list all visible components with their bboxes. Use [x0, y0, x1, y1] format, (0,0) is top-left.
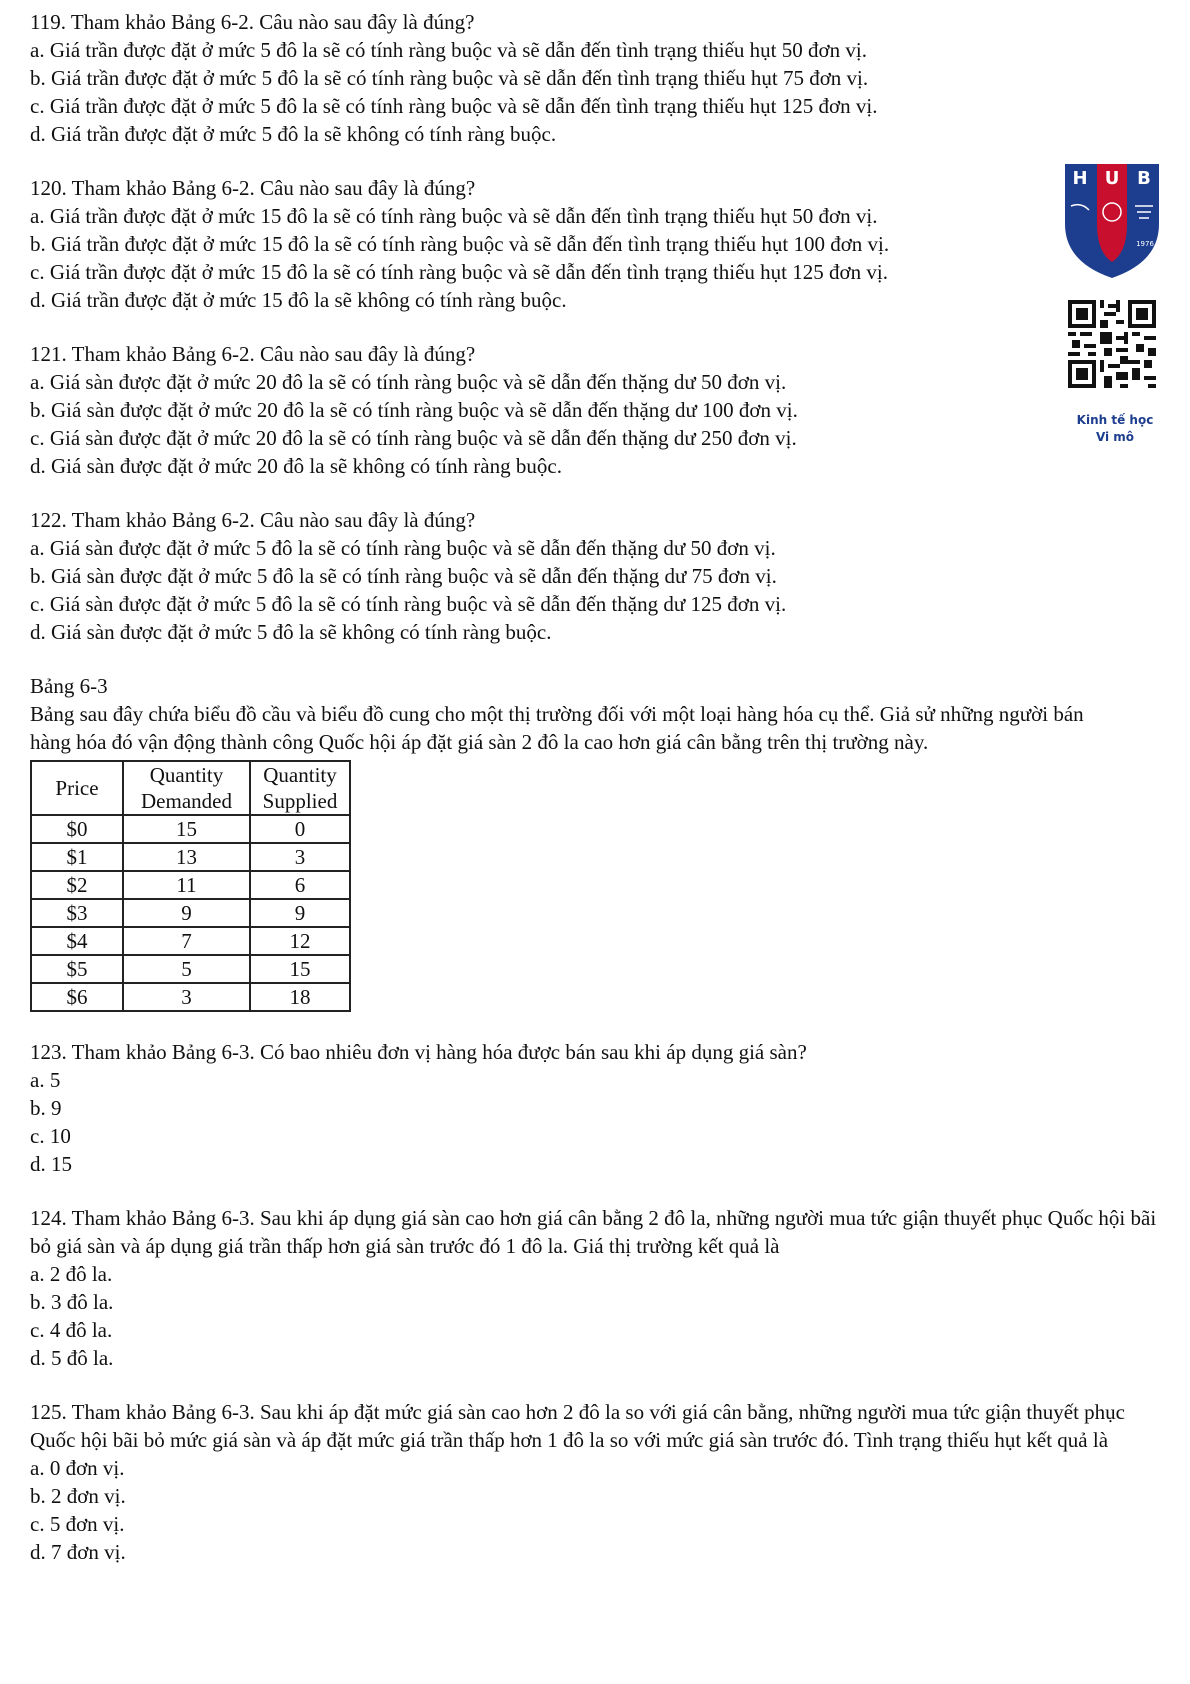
answer-option: d. 5 đô la.: [30, 1346, 114, 1370]
price-cell: $0: [31, 815, 123, 843]
price-cell: $2: [31, 871, 123, 899]
table-title: Bảng 6-3: [30, 674, 108, 698]
table-header-quantity-demanded: Quantity Demanded: [123, 761, 250, 815]
answer-option: c. Giá trần được đặt ở mức 15 đô la sẽ có tính ràng buộc và sẽ dẫn đến tình trạng thiếu hụt 125 đơn vị.: [30, 260, 888, 284]
question-stem: 123. Tham khảo Bảng 6-3. Có bao nhiêu đơn vị hàng hóa được bán sau khi áp dụng giá sàn?: [30, 1040, 807, 1064]
answer-option: b. Giá trần được đặt ở mức 5 đô la sẽ có tính ràng buộc và sẽ dẫn đến tình trạng thiếu hụt 75 đơn vị.: [30, 66, 869, 90]
table-header-price: Price: [31, 761, 123, 815]
quantity-supplied-cell: 6: [250, 871, 350, 899]
table-row: [31, 899, 350, 927]
quantity-supplied-cell: 15: [250, 955, 350, 983]
table-row: [31, 815, 350, 843]
supply-demand-table: [30, 760, 351, 1012]
logo-caption: [1060, 412, 1170, 446]
table-header-quantity-supplied: Quantity Supplied: [250, 761, 350, 815]
question-block: [30, 1204, 1160, 1372]
quantity-demanded-cell: 9: [123, 899, 250, 927]
answer-option: a. Giá trần được đặt ở mức 15 đô la sẽ có tính ràng buộc và sẽ dẫn đến tình trạng thiếu hụt 50 đơn vị.: [30, 204, 878, 228]
answer-option: b. Giá trần được đặt ở mức 15 đô la sẽ có tính ràng buộc và sẽ dẫn đến tình trạng thiếu hụt 100 đơn vị.: [30, 232, 890, 256]
logo-year: 1976: [1136, 240, 1154, 248]
price-cell: $1: [31, 843, 123, 871]
quantity-supplied-cell: 3: [250, 843, 350, 871]
document-page: [30, 8, 1160, 1592]
table-row: [31, 955, 350, 983]
table-row: [31, 927, 350, 955]
logo-letter-u: U: [1104, 168, 1120, 189]
quantity-demanded-cell: 11: [123, 871, 250, 899]
quantity-demanded-cell: 15: [123, 815, 250, 843]
logo-caption-line1: Kinh tế học: [1076, 413, 1154, 427]
qr-code-icon: [1068, 300, 1156, 388]
answer-option: a. Giá sàn được đặt ở mức 20 đô la sẽ có tính ràng buộc và sẽ dẫn đến thặng dư 50 đơn vị.: [30, 370, 787, 394]
answer-option: a. 2 đô la.: [30, 1262, 113, 1286]
answer-option: a. Giá sàn được đặt ở mức 5 đô la sẽ có tính ràng buộc và sẽ dẫn đến thặng dư 50 đơn vị.: [30, 536, 776, 560]
answer-option: b. 9: [30, 1096, 62, 1120]
answer-option: a. 0 đơn vị.: [30, 1456, 125, 1480]
answer-option: c. 4 đô la.: [30, 1318, 113, 1342]
answer-option: a. Giá trần được đặt ở mức 5 đô la sẽ có tính ràng buộc và sẽ dẫn đến tình trạng thiếu hụt 50 đơn vị.: [30, 38, 867, 62]
answer-option: d. 15: [30, 1152, 72, 1176]
question-block: [30, 8, 1160, 148]
table-section: [30, 672, 1160, 1012]
answer-option: c. 5 đơn vị.: [30, 1512, 125, 1536]
answer-option: d. Giá trần được đặt ở mức 5 đô la sẽ không có tính ràng buộc.: [30, 122, 557, 146]
answer-option: d. Giá trần được đặt ở mức 15 đô la sẽ không có tính ràng buộc.: [30, 288, 567, 312]
price-cell: $3: [31, 899, 123, 927]
hub-shield-icon: [1063, 162, 1161, 280]
question-stem: 122. Tham khảo Bảng 6-2. Câu nào sau đây là đúng?: [30, 508, 476, 532]
answer-option: b. 2 đơn vị.: [30, 1484, 126, 1508]
answer-option: c. Giá sàn được đặt ở mức 20 đô la sẽ có tính ràng buộc và sẽ dẫn đến thặng dư 250 đơn vị.: [30, 426, 797, 450]
table-body: [31, 815, 350, 1011]
quantity-supplied-cell: 12: [250, 927, 350, 955]
question-stem: 121. Tham khảo Bảng 6-2. Câu nào sau đây là đúng?: [30, 342, 476, 366]
answer-option: b. Giá sàn được đặt ở mức 5 đô la sẽ có tính ràng buộc và sẽ dẫn đến thặng dư 75 đơn vị.: [30, 564, 777, 588]
price-cell: $6: [31, 983, 123, 1011]
price-cell: $4: [31, 927, 123, 955]
question-block: [30, 506, 1160, 646]
hub-logo: [1063, 162, 1169, 280]
questions-part1: [30, 8, 1160, 646]
quantity-demanded-cell: 7: [123, 927, 250, 955]
answer-option: a. 5: [30, 1068, 61, 1092]
quantity-supplied-cell: 9: [250, 899, 350, 927]
quantity-supplied-cell: 18: [250, 983, 350, 1011]
quantity-supplied-cell: 0: [250, 815, 350, 843]
quantity-demanded-cell: 13: [123, 843, 250, 871]
quantity-demanded-cell: 5: [123, 955, 250, 983]
question-block: [30, 1038, 1160, 1178]
quantity-demanded-cell: 3: [123, 983, 250, 1011]
answer-option: c. Giá sàn được đặt ở mức 5 đô la sẽ có tính ràng buộc và sẽ dẫn đến thặng dư 125 đơn vị.: [30, 592, 787, 616]
table-header-row: [31, 761, 350, 815]
logo-letter-b: B: [1137, 168, 1151, 189]
answer-option: d. 7 đơn vị.: [30, 1540, 126, 1564]
answer-option: b. 3 đô la.: [30, 1290, 114, 1314]
question-stem: 124. Tham khảo Bảng 6-3. Sau khi áp dụng giá sàn cao hơn giá cân bằng 2 đô la, những người mua tức giận thuyết phục Quốc hội bãi bỏ giá sàn và áp dụng giá trần thấp hơn giá sàn trước đó 1 đô la. Giá thị trường kết quả là: [30, 1206, 1157, 1258]
table-row: [31, 843, 350, 871]
answer-option: b. Giá sàn được đặt ở mức 20 đô la sẽ có tính ràng buộc và sẽ dẫn đến thặng dư 100 đơn vị.: [30, 398, 798, 422]
table-description: Bảng sau đây chứa biểu đồ cầu và biểu đồ cung cho một thị trường đối với một loại hàng hóa cụ thể. Giả sử những người bán hàng hóa đó vận động thành công Quốc hội áp đặt giá sàn 2 đô la cao hơn giá cân bằng trên thị trường này.: [30, 702, 1084, 754]
question-stem: 120. Tham khảo Bảng 6-2. Câu nào sau đây là đúng?: [30, 176, 476, 200]
questions-part2: [30, 1038, 1160, 1566]
table-row: [31, 871, 350, 899]
question-stem: 119. Tham khảo Bảng 6-2. Câu nào sau đây là đúng?: [30, 10, 475, 34]
price-cell: $5: [31, 955, 123, 983]
logo-letter-h: H: [1072, 168, 1088, 189]
question-block: [30, 1398, 1160, 1566]
answer-option: c. 10: [30, 1124, 71, 1148]
question-stem: 125. Tham khảo Bảng 6-3. Sau khi áp đặt mức giá sàn cao hơn 2 đô la so với giá cân bằng, những người mua tức giận thuyết phục Quốc hội bãi bỏ mức giá sàn và áp đặt mức giá trần thấp hơn 1 đô la so với mức giá sàn trước đó. Tình trạng thiếu hụt kết quả là: [30, 1400, 1125, 1452]
answer-option: c. Giá trần được đặt ở mức 5 đô la sẽ có tính ràng buộc và sẽ dẫn đến tình trạng thiếu hụt 125 đơn vị.: [30, 94, 878, 118]
answer-option: d. Giá sàn được đặt ở mức 20 đô la sẽ không có tính ràng buộc.: [30, 454, 562, 478]
table-row: [31, 983, 350, 1011]
logo-caption-line2: Vi mô: [1095, 430, 1135, 444]
question-block: [30, 174, 1160, 314]
question-block: [30, 340, 1160, 480]
answer-option: d. Giá sàn được đặt ở mức 5 đô la sẽ không có tính ràng buộc.: [30, 620, 552, 644]
